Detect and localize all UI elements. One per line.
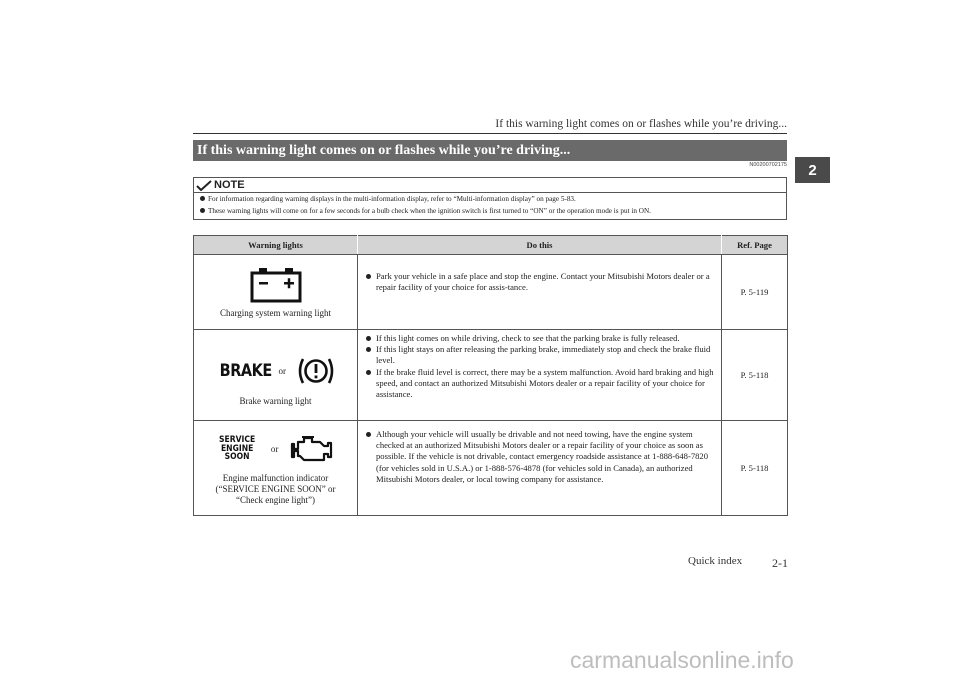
warning-light-cell xyxy=(194,330,358,421)
warning-light-cell xyxy=(194,255,358,330)
note-divider xyxy=(194,192,786,193)
action-list xyxy=(358,330,721,400)
action-cell xyxy=(358,421,722,516)
running-header: If this warning light comes on or flashes while you’re driving... xyxy=(495,118,787,130)
engine-icons xyxy=(194,433,357,465)
bullet-icon xyxy=(200,196,205,201)
battery-icon xyxy=(250,267,302,303)
or-separator: or xyxy=(278,366,286,376)
table-row xyxy=(194,255,788,330)
note-label: NOTE xyxy=(214,179,245,191)
note-item: These warning lights will come on for a few seconds for a bulb check when the ignition switch is first turned to “ON” or the operation mode is put in ON. xyxy=(200,207,651,215)
action-list xyxy=(358,421,721,485)
warning-lights-table xyxy=(193,235,788,516)
action-item: Although your vehicle will usually be drivable and not need towing, have the engine system checked at an authorized Mitsubishi Motors dealer or a repair facility of your choice as soon as possible. If the vehicle is not drivable, contact emergency roadside assistance at 1-888-648-7820 (for vehicles sold in U.S.A.) or 1-888-576-4878 (for vehicles sold in Canada), an authorized Mitsubishi Motors dealer, or local towing company for assistance. xyxy=(364,429,715,485)
checkmark-icon xyxy=(196,180,212,191)
header-rule xyxy=(193,133,787,134)
table-header-row xyxy=(194,236,788,255)
action-item: If this light comes on while driving, check to see that the parking brake is fully released. xyxy=(364,333,715,344)
section-title: If this warning light comes on or flashes while you’re driving... xyxy=(193,140,787,161)
warning-light-name: Brake warning light xyxy=(239,396,312,406)
note-box xyxy=(193,177,787,220)
ref-page-cell: P. 5-119 xyxy=(722,255,788,330)
bullet-icon xyxy=(200,208,205,213)
footer-section-label: Quick index xyxy=(688,555,743,567)
warning-light-cell xyxy=(194,421,358,516)
note-item: For information regarding warning displays in the multi-information display, refer to “Multi-information display” on page 5-83. xyxy=(200,195,576,203)
column-header-ref-page: Ref. Page xyxy=(722,236,788,255)
action-item: If the brake fluid level is correct, there may be a system malfunction. Avoid hard braking and high speed, and contact an authorized Mitsubishi Motors dealer or a repair facility of your choice for assistance. xyxy=(364,367,715,401)
note-header xyxy=(196,178,245,192)
table-row xyxy=(194,330,788,421)
brake-icons xyxy=(194,356,357,386)
action-list xyxy=(358,255,721,293)
action-cell xyxy=(358,330,722,421)
footer-page-number: 2-1 xyxy=(772,556,788,570)
warning-light-name: Engine malfunction indicator (“SERVICE ENGINE SOON” or “Check engine light”) xyxy=(215,473,336,505)
column-header-do-this: Do this xyxy=(358,236,722,255)
table-row xyxy=(194,421,788,516)
chapter-tab: 2 xyxy=(795,157,830,183)
action-item: If this light stays on after releasing the parking brake, immediately stop and check the brake fluid level. xyxy=(364,344,715,366)
ref-page-cell: P. 5-118 xyxy=(722,330,788,421)
reference-code: N00200702175 xyxy=(749,162,787,168)
service-engine-soon-icon: SERVICE ENGINE SOON xyxy=(218,435,255,463)
brake-text-icon: BRAKE xyxy=(219,361,272,381)
action-cell xyxy=(358,255,722,330)
or-separator: or xyxy=(270,444,279,454)
ref-page-cell: P. 5-118 xyxy=(722,421,788,516)
check-engine-icon xyxy=(290,433,334,465)
watermark: carmanualsonline.info xyxy=(570,647,794,673)
brake-exclamation-icon xyxy=(296,356,336,386)
warning-light-name: Charging system warning light xyxy=(219,308,332,318)
column-header-warning-lights: Warning lights xyxy=(194,236,358,255)
action-item: Park your vehicle in a safe place and stop the engine. Contact your Mitsubishi Motors dealer or a repair facility of your choice for assis-tance. xyxy=(364,271,715,293)
